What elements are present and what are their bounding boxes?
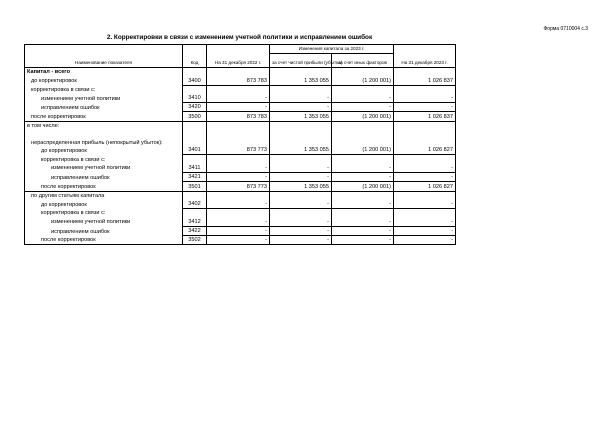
- row-code: [183, 121, 207, 130]
- table-row: [25, 146, 456, 155]
- row-code: 3422: [183, 226, 207, 235]
- row-value-other-factors: -: [332, 226, 394, 235]
- row-label: в том числе:: [25, 121, 183, 130]
- row-label: исправлением ошибок: [25, 103, 183, 112]
- row-label: по другим статьям капитала: [25, 191, 183, 200]
- row-value-other-factors: (1 200 001): [332, 182, 394, 191]
- row-value-dec2023: -: [394, 226, 456, 235]
- row-value-other-factors: -: [332, 217, 394, 226]
- row-value-other-factors: [332, 121, 394, 130]
- row-value-net-profit: [270, 85, 332, 94]
- row-label: до корректировок: [25, 76, 183, 85]
- row-value-net-profit: -: [270, 94, 332, 103]
- header-other-factors: за счет иных факторов: [332, 54, 394, 68]
- header-dec2023: На 31 декабря 2023 г.: [394, 45, 456, 68]
- row-label: до корректировок: [25, 146, 183, 155]
- row-value-dec2023: [394, 130, 456, 146]
- row-label: изменением учетной политики: [25, 94, 183, 103]
- row-label: после корректировок: [25, 182, 183, 191]
- row-value-dec2022: 873 773: [207, 146, 270, 155]
- row-value-dec2023: [394, 85, 456, 94]
- table-row: [25, 94, 456, 103]
- section-title: 2. Корректировки в связи с изменением учетной политики и исправлением ошибок: [106, 34, 373, 41]
- header-changes-group: Изменения капитала за 2023 г.: [270, 45, 394, 54]
- row-value-dec2022: -: [207, 172, 270, 181]
- table-row: [25, 68, 456, 77]
- row-value-other-factors: -: [332, 94, 394, 103]
- row-value-net-profit: [270, 209, 332, 218]
- row-value-dec2022: -: [207, 236, 270, 245]
- row-label: корректировка в связи с:: [25, 155, 183, 164]
- row-value-net-profit: 1 353 055: [270, 112, 332, 121]
- row-value-dec2023: [394, 155, 456, 164]
- row-value-dec2022: -: [207, 217, 270, 226]
- row-value-dec2023: -: [394, 172, 456, 181]
- row-value-other-factors: [332, 155, 394, 164]
- row-value-dec2023: -: [394, 103, 456, 112]
- row-value-dec2023: [394, 209, 456, 218]
- row-code: [183, 155, 207, 164]
- row-value-dec2023: -: [394, 217, 456, 226]
- row-value-dec2023: 1 026 837: [394, 76, 456, 85]
- table-row: [25, 226, 456, 235]
- row-code: 3500: [183, 112, 207, 121]
- table-row: [25, 191, 456, 200]
- row-code: 3412: [183, 217, 207, 226]
- form-code: Форма 0710004 с.3: [543, 26, 588, 32]
- row-value-dec2023: [394, 68, 456, 77]
- row-value-net-profit: [270, 155, 332, 164]
- row-label: корректировка в связи с:: [25, 209, 183, 218]
- row-code: [183, 68, 207, 77]
- row-code: 3502: [183, 236, 207, 245]
- row-value-dec2022: [207, 121, 270, 130]
- row-value-dec2023: 1 026 827: [394, 182, 456, 191]
- row-value-dec2023: -: [394, 200, 456, 209]
- row-value-dec2023: 1 026 837: [394, 112, 456, 121]
- row-value-other-factors: -: [332, 103, 394, 112]
- row-value-other-factors: -: [332, 200, 394, 209]
- row-value-net-profit: -: [270, 103, 332, 112]
- row-value-other-factors: [332, 85, 394, 94]
- row-value-dec2022: [207, 68, 270, 77]
- row-label: изменением учетной политики: [25, 164, 183, 173]
- row-value-net-profit: -: [270, 164, 332, 173]
- row-value-net-profit: 1 353 055: [270, 76, 332, 85]
- row-value-net-profit: -: [270, 172, 332, 181]
- table-row: [25, 217, 456, 226]
- row-value-other-factors: [332, 191, 394, 200]
- table-row: [25, 209, 456, 218]
- header-name: Наименование показателя: [25, 45, 183, 68]
- row-value-other-factors: [332, 130, 394, 146]
- row-value-dec2022: -: [207, 94, 270, 103]
- row-value-other-factors: [332, 68, 394, 77]
- table-row: [25, 103, 456, 112]
- header-code: Код: [183, 45, 207, 68]
- row-value-other-factors: (1 200 001): [332, 76, 394, 85]
- row-label: корректировка в связи с:: [25, 85, 183, 94]
- header-dec2022: На 31 декабря 2022 г.: [207, 45, 270, 68]
- row-value-dec2022: -: [207, 200, 270, 209]
- row-value-net-profit: -: [270, 226, 332, 235]
- row-value-dec2022: -: [207, 103, 270, 112]
- table-row: [25, 121, 456, 130]
- table-row: [25, 76, 456, 85]
- row-code: 3410: [183, 94, 207, 103]
- row-value-net-profit: 1 353 055: [270, 182, 332, 191]
- row-value-other-factors: (1 200 001): [332, 146, 394, 155]
- row-value-net-profit: -: [270, 200, 332, 209]
- row-code: 3401: [183, 146, 207, 155]
- table-row: [25, 236, 456, 245]
- row-code: [183, 130, 207, 146]
- row-value-dec2022: 873 773: [207, 182, 270, 191]
- table-row: [25, 130, 456, 146]
- row-value-dec2022: -: [207, 164, 270, 173]
- row-code: 3421: [183, 172, 207, 181]
- row-value-other-factors: -: [332, 172, 394, 181]
- row-label: исправлением ошибок: [25, 172, 183, 181]
- row-value-dec2022: -: [207, 226, 270, 235]
- row-value-dec2022: [207, 209, 270, 218]
- row-value-dec2022: [207, 130, 270, 146]
- row-code: 3420: [183, 103, 207, 112]
- row-value-dec2023: [394, 121, 456, 130]
- row-value-dec2022: 873 783: [207, 112, 270, 121]
- row-value-net-profit: [270, 121, 332, 130]
- row-value-other-factors: -: [332, 164, 394, 173]
- row-value-dec2022: 873 783: [207, 76, 270, 85]
- row-value-net-profit: -: [270, 236, 332, 245]
- row-value-other-factors: (1 200 001): [332, 112, 394, 121]
- row-label: после корректировок: [25, 236, 183, 245]
- row-value-dec2022: [207, 85, 270, 94]
- table-row: [25, 85, 456, 94]
- row-value-dec2022: [207, 191, 270, 200]
- row-code: [183, 209, 207, 218]
- row-code: 3411: [183, 164, 207, 173]
- row-code: [183, 85, 207, 94]
- row-value-dec2023: 1 026 827: [394, 146, 456, 155]
- header-net-profit: за счет чистой прибыли (убытка): [270, 54, 332, 68]
- row-code: [183, 191, 207, 200]
- table-row: [25, 112, 456, 121]
- row-code: 3400: [183, 76, 207, 85]
- row-value-dec2023: -: [394, 94, 456, 103]
- row-code: 3501: [183, 182, 207, 191]
- row-value-net-profit: [270, 130, 332, 146]
- row-label: нераспределенная прибыль (непокрытый убыток):: [25, 130, 183, 146]
- row-value-dec2023: [394, 191, 456, 200]
- row-value-dec2022: [207, 155, 270, 164]
- row-value-net-profit: [270, 68, 332, 77]
- table-row: [25, 182, 456, 191]
- table-row: [25, 172, 456, 181]
- row-label: исправлением ошибок: [25, 226, 183, 235]
- row-label: изменением учетной политики: [25, 217, 183, 226]
- table-row: [25, 200, 456, 209]
- row-label: до корректировок: [25, 200, 183, 209]
- row-value-net-profit: 1 353 055: [270, 146, 332, 155]
- row-label: после корректировок: [25, 112, 183, 121]
- table-row: [25, 164, 456, 173]
- corrections-table: [24, 44, 456, 245]
- table-row: [25, 155, 456, 164]
- row-value-dec2023: -: [394, 236, 456, 245]
- row-value-net-profit: -: [270, 217, 332, 226]
- row-code: 3402: [183, 200, 207, 209]
- row-value-net-profit: [270, 191, 332, 200]
- row-value-dec2023: -: [394, 164, 456, 173]
- row-value-other-factors: -: [332, 236, 394, 245]
- row-value-other-factors: [332, 209, 394, 218]
- row-label: Капитал - всего: [25, 68, 183, 77]
